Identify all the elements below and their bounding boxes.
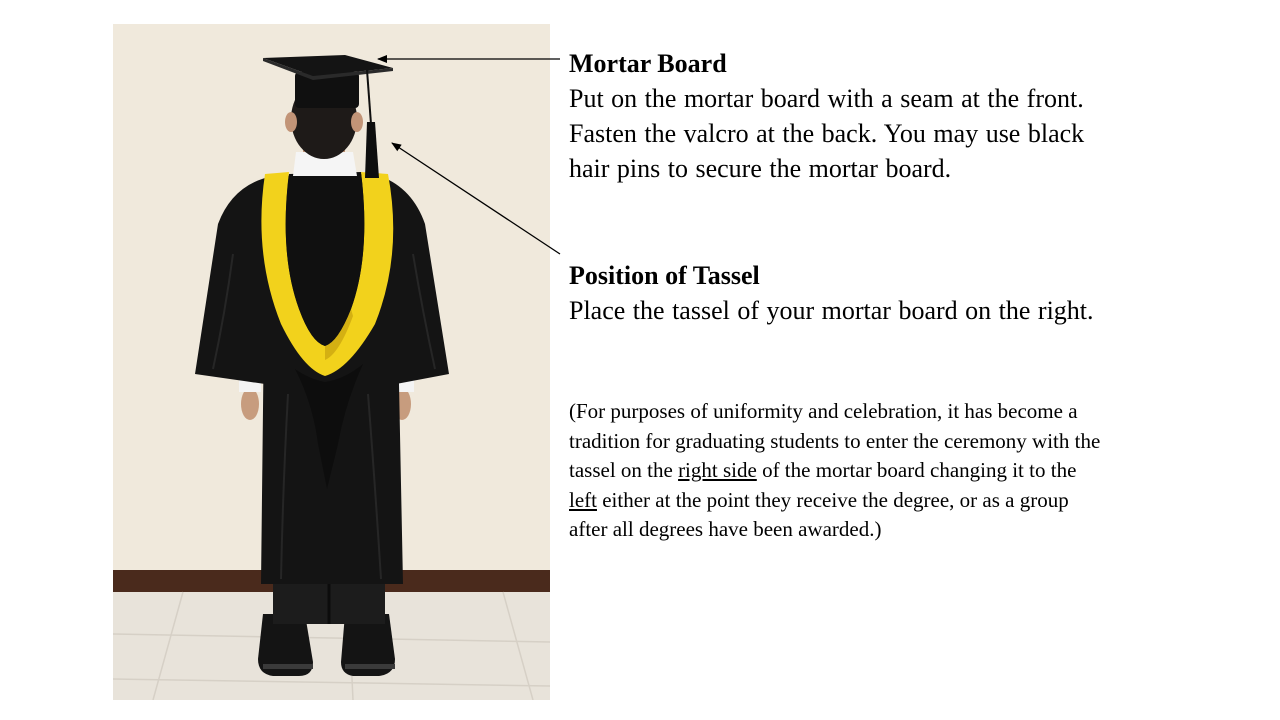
note-text-3: either at the point they receive the degree, or as a group after all degrees have been awarded.) [569, 487, 1069, 541]
mortar-board-section [569, 46, 1099, 186]
left-hand [241, 388, 259, 420]
mortar-board-instructions: Put on the mortar board with a seam at the front. Fasten the valcro at the back. You may use black hair pins to secure the mortar board. [569, 84, 1085, 183]
tassel-section [569, 258, 1099, 328]
tassel-instructions: Place the tassel of your mortar board on the right. [569, 296, 1094, 325]
mortar-board-heading: Mortar Board [569, 49, 727, 78]
note-text-2: of the mortar board changing it to the [756, 458, 1077, 482]
tradition-note [569, 397, 1109, 545]
note-underline-right-side: right side [678, 458, 757, 482]
note-underline-left: left [569, 487, 597, 512]
note-text-1: (For purposes of uniformity and celebration, it has become a tradition for graduating students to enter the ceremony with the tassel on the [569, 399, 1101, 482]
tassel-heading: Position of Tassel [569, 261, 760, 290]
graduate-back-view-photo [113, 24, 550, 700]
